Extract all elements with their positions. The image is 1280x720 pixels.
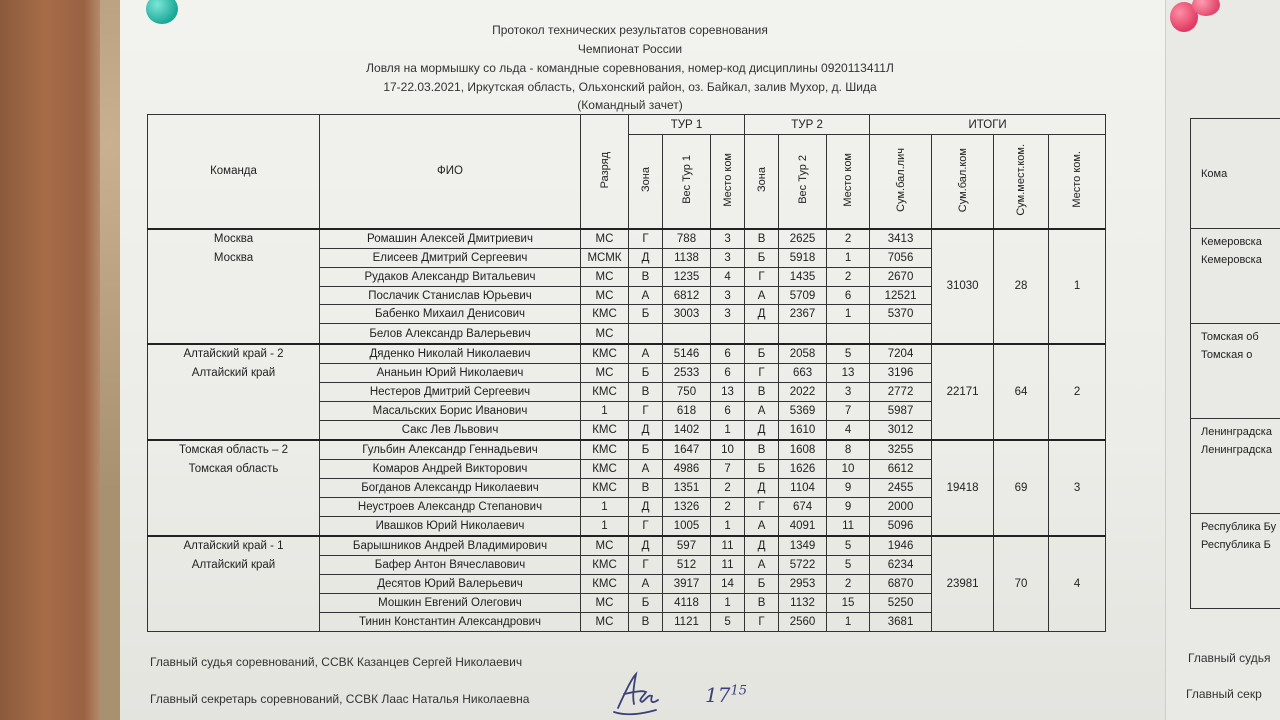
- zone1-cell: А: [629, 459, 663, 478]
- team-name-line: Алтайский край: [191, 366, 276, 379]
- place2-cell: 1: [827, 612, 870, 631]
- side-header: [1191, 119, 1280, 229]
- table-row: [148, 229, 1106, 249]
- name-cell: Бабенко Михаил Денисович: [320, 305, 581, 324]
- name-cell: Комаров Андрей Викторович: [320, 459, 581, 478]
- weight1-cell: 1326: [663, 497, 711, 516]
- rank-cell: КМС: [581, 440, 629, 460]
- zone2-cell: В: [745, 229, 779, 249]
- place2-cell: 10: [827, 459, 870, 478]
- place2-cell: 8: [827, 440, 870, 460]
- side-team-line: Томская о: [1201, 349, 1253, 361]
- header-line-5: (Командный зачет): [577, 98, 683, 112]
- rank-cell: КМС: [581, 575, 629, 594]
- weight2-cell: 2953: [779, 575, 827, 594]
- name-cell: Барышников Андрей Владимирович: [320, 536, 581, 556]
- sum-points-cell: 2455: [870, 478, 932, 497]
- name-cell: Нестеров Дмитрий Сергеевич: [320, 382, 581, 401]
- side-team-row: [1191, 324, 1280, 419]
- team-cell: [148, 440, 320, 536]
- weight2-cell: 2022: [779, 382, 827, 401]
- weight1-cell: [663, 324, 711, 344]
- weight2-cell: 1626: [779, 459, 827, 478]
- sum-points-cell: 5370: [870, 305, 932, 324]
- weight1-cell: 5146: [663, 344, 711, 364]
- weight1-cell: 750: [663, 382, 711, 401]
- rank-cell: КМС: [581, 420, 629, 440]
- team-name-line: Москва: [213, 251, 254, 264]
- zone2-cell: В: [745, 440, 779, 460]
- col-header-weight2: Вес Тур 2: [779, 135, 827, 229]
- results-table: [147, 114, 1106, 632]
- place1-cell: 6: [711, 363, 745, 382]
- place1-cell: 6: [711, 344, 745, 364]
- name-cell: Рудаков Александр Витальевич: [320, 267, 581, 286]
- rank-cell: МС: [581, 267, 629, 286]
- rank-cell: 1: [581, 497, 629, 516]
- col-header-team-place: Место ком.: [1049, 135, 1106, 229]
- zone1-cell: Б: [629, 363, 663, 382]
- place2-cell: 5: [827, 556, 870, 575]
- zone2-cell: А: [745, 516, 779, 536]
- zone1-cell: Д: [629, 420, 663, 440]
- place1-cell: 3: [711, 229, 745, 249]
- side-footer-judge: Главный судья: [1188, 651, 1271, 665]
- zone2-cell: Г: [745, 267, 779, 286]
- place2-cell: 7: [827, 401, 870, 420]
- name-cell: Елисеев Дмитрий Сергеевич: [320, 248, 581, 267]
- weight2-cell: 2625: [779, 229, 827, 249]
- weight2-cell: 5722: [779, 556, 827, 575]
- rank-cell: МС: [581, 593, 629, 612]
- name-cell: Гульбин Александр Геннадьевич: [320, 440, 581, 460]
- zone1-cell: [629, 324, 663, 344]
- zone2-cell: Д: [745, 536, 779, 556]
- place1-cell: 3: [711, 286, 745, 305]
- rank-cell: МС: [581, 612, 629, 631]
- table-row: [148, 536, 1106, 556]
- side-team-line: Кемеровска: [1201, 236, 1262, 248]
- rank-cell: КМС: [581, 382, 629, 401]
- zone2-cell: Б: [745, 248, 779, 267]
- rank-cell: МСМК: [581, 248, 629, 267]
- name-cell: Богданов Александр Николаевич: [320, 478, 581, 497]
- sum-places-cell: 69: [994, 440, 1049, 536]
- weight1-cell: 1138: [663, 248, 711, 267]
- name-cell: Послачик Станислав Юрьевич: [320, 286, 581, 305]
- header-line-4: 17-22.03.2021, Иркутская область, Ольхонский район, оз. Байкал, залив Мухор, д. Шида: [383, 80, 877, 94]
- place2-cell: 1: [827, 305, 870, 324]
- sum-points-cell: 2000: [870, 497, 932, 516]
- weight2-cell: 663: [779, 363, 827, 382]
- place2-cell: [827, 324, 870, 344]
- team-place-cell: 3: [1049, 440, 1106, 536]
- name-cell: Дяденко Николай Николаевич: [320, 344, 581, 364]
- place2-cell: 6: [827, 286, 870, 305]
- place2-cell: 4: [827, 420, 870, 440]
- weight2-cell: 1435: [779, 267, 827, 286]
- sum-places-cell: 28: [994, 229, 1049, 344]
- col-header-totals: ИТОГИ: [870, 115, 1106, 135]
- place1-cell: 11: [711, 556, 745, 575]
- zone2-cell: В: [745, 593, 779, 612]
- side-team-line: Республика Бу: [1201, 521, 1277, 533]
- side-team-line: Кемеровска: [1201, 254, 1262, 266]
- weight2-cell: 1349: [779, 536, 827, 556]
- sum-team-points-cell: 19418: [932, 440, 994, 536]
- col-header-weight1: Вес Тур 1: [663, 135, 711, 229]
- rank-cell: МС: [581, 229, 629, 249]
- place1-cell: 2: [711, 478, 745, 497]
- wooden-frame: [0, 0, 112, 720]
- zone1-cell: Г: [629, 401, 663, 420]
- zone1-cell: А: [629, 286, 663, 305]
- side-team-row: [1191, 419, 1280, 514]
- col-header-tour2: ТУР 2: [745, 115, 870, 135]
- zone1-cell: Б: [629, 593, 663, 612]
- weight1-cell: 1121: [663, 612, 711, 631]
- weight1-cell: 4118: [663, 593, 711, 612]
- place2-cell: 2: [827, 267, 870, 286]
- zone1-cell: Д: [629, 536, 663, 556]
- name-cell: Десятов Юрий Валерьевич: [320, 575, 581, 594]
- zone2-cell: Д: [745, 478, 779, 497]
- rank-cell: КМС: [581, 305, 629, 324]
- weight2-cell: 674: [779, 497, 827, 516]
- zone2-cell: Б: [745, 459, 779, 478]
- zone2-cell: А: [745, 556, 779, 575]
- place2-cell: 15: [827, 593, 870, 612]
- side-team-row: [1191, 229, 1280, 324]
- place1-cell: 13: [711, 382, 745, 401]
- place1-cell: 3: [711, 248, 745, 267]
- rank-cell: МС: [581, 286, 629, 305]
- table-row: [148, 344, 1106, 364]
- col-header-tour1: ТУР 1: [629, 115, 745, 135]
- weight2-cell: 5709: [779, 286, 827, 305]
- weight2-cell: 1608: [779, 440, 827, 460]
- team-place-cell: 2: [1049, 344, 1106, 440]
- place2-cell: 5: [827, 344, 870, 364]
- zone2-cell: Б: [745, 344, 779, 364]
- side-team-row: [1191, 514, 1280, 609]
- name-cell: Ивашков Юрий Николаевич: [320, 516, 581, 536]
- col-header-rank: Разряд: [581, 115, 629, 229]
- col-header-zone2: Зона: [745, 135, 779, 229]
- zone2-cell: Г: [745, 363, 779, 382]
- side-team-line: Ленинградска: [1201, 426, 1272, 438]
- zone1-cell: В: [629, 382, 663, 401]
- zone1-cell: Б: [629, 305, 663, 324]
- place1-cell: 14: [711, 575, 745, 594]
- zone1-cell: В: [629, 267, 663, 286]
- weight2-cell: 4091: [779, 516, 827, 536]
- place2-cell: 13: [827, 363, 870, 382]
- zone2-cell: Г: [745, 497, 779, 516]
- col-header-team: Команда: [148, 115, 320, 229]
- zone1-cell: А: [629, 344, 663, 364]
- zone1-cell: Г: [629, 556, 663, 575]
- rank-cell: 1: [581, 516, 629, 536]
- zone1-cell: Г: [629, 229, 663, 249]
- side-footer-secretary: Главный секр: [1186, 687, 1262, 701]
- sum-points-cell: 5987: [870, 401, 932, 420]
- place1-cell: 4: [711, 267, 745, 286]
- zone2-cell: Д: [745, 420, 779, 440]
- sum-points-cell: 3012: [870, 420, 932, 440]
- sum-points-cell: [870, 324, 932, 344]
- team-place-cell: 1: [1049, 229, 1106, 344]
- weight1-cell: 597: [663, 536, 711, 556]
- sum-points-cell: 12521: [870, 286, 932, 305]
- side-header-label: Кома: [1201, 167, 1228, 180]
- weight2-cell: 5918: [779, 248, 827, 267]
- col-header-name: ФИО: [320, 115, 581, 229]
- sum-points-cell: 3255: [870, 440, 932, 460]
- rank-cell: МС: [581, 324, 629, 344]
- date-main: 17: [705, 683, 731, 707]
- name-cell: Тинин Константин Александрович: [320, 612, 581, 631]
- zone1-cell: В: [629, 478, 663, 497]
- weight1-cell: 1005: [663, 516, 711, 536]
- place1-cell: 6: [711, 401, 745, 420]
- weight2-cell: 1610: [779, 420, 827, 440]
- zone1-cell: Г: [629, 516, 663, 536]
- zone1-cell: Д: [629, 497, 663, 516]
- weight1-cell: 1235: [663, 267, 711, 286]
- team-name-line: Алтайский край - 2: [183, 347, 284, 360]
- sum-team-points-cell: 31030: [932, 229, 994, 344]
- team-name-line: Томская область – 2: [178, 443, 289, 456]
- sum-points-cell: 3681: [870, 612, 932, 631]
- rank-cell: КМС: [581, 556, 629, 575]
- weight1-cell: 1647: [663, 440, 711, 460]
- name-cell: Белов Александр Валерьевич: [320, 324, 581, 344]
- place1-cell: 10: [711, 440, 745, 460]
- rank-cell: 1: [581, 401, 629, 420]
- weight1-cell: 1402: [663, 420, 711, 440]
- name-cell: Ромашин Алексей Дмитриевич: [320, 229, 581, 249]
- weight1-cell: 3003: [663, 305, 711, 324]
- team-name-line: Алтайский край - 1: [183, 539, 284, 552]
- sum-points-cell: 5096: [870, 516, 932, 536]
- col-header-place2: Место ком: [827, 135, 870, 229]
- zone2-cell: [745, 324, 779, 344]
- zone1-cell: А: [629, 575, 663, 594]
- name-cell: Ананьин Юрий Николаевич: [320, 363, 581, 382]
- rank-cell: МС: [581, 536, 629, 556]
- team-name-line: Томская область: [188, 462, 279, 475]
- weight1-cell: 788: [663, 229, 711, 249]
- rank-cell: КМС: [581, 478, 629, 497]
- name-cell: Масальских Борис Иванович: [320, 401, 581, 420]
- col-header-place1: Место ком: [711, 135, 745, 229]
- rank-cell: КМС: [581, 459, 629, 478]
- sum-points-cell: 2670: [870, 267, 932, 286]
- sum-points-cell: 7056: [870, 248, 932, 267]
- date-sup: 15: [730, 683, 747, 699]
- name-cell: Неустроев Александр Степанович: [320, 497, 581, 516]
- header-line-3: Ловля на мормышку со льда - командные соревнования, номер-код дисциплины 0920113411Л: [366, 61, 894, 75]
- place1-cell: 11: [711, 536, 745, 556]
- weight1-cell: 4986: [663, 459, 711, 478]
- sum-points-cell: 6870: [870, 575, 932, 594]
- col-header-zone1: Зона: [629, 135, 663, 229]
- place2-cell: 2: [827, 229, 870, 249]
- sum-places-cell: 70: [994, 536, 1049, 632]
- weight2-cell: 2367: [779, 305, 827, 324]
- col-header-sum-points: Сум.бал.лич: [870, 135, 932, 229]
- zone2-cell: А: [745, 286, 779, 305]
- weight2-cell: 1104: [779, 478, 827, 497]
- col-header-sum-places: Сум.мест.ком.: [994, 135, 1049, 229]
- place1-cell: 3: [711, 305, 745, 324]
- rank-cell: МС: [581, 363, 629, 382]
- team-place-cell: 4: [1049, 536, 1106, 632]
- side-team-line: Республика Б: [1201, 539, 1271, 551]
- zone2-cell: Г: [745, 612, 779, 631]
- weight1-cell: 618: [663, 401, 711, 420]
- place1-cell: 1: [711, 420, 745, 440]
- rank-cell: КМС: [581, 344, 629, 364]
- sum-points-cell: 1946: [870, 536, 932, 556]
- zone2-cell: В: [745, 382, 779, 401]
- weight2-cell: 2560: [779, 612, 827, 631]
- place1-cell: 2: [711, 497, 745, 516]
- place1-cell: [711, 324, 745, 344]
- sum-points-cell: 6612: [870, 459, 932, 478]
- place2-cell: 11: [827, 516, 870, 536]
- team-cell: [148, 229, 320, 344]
- place1-cell: 7: [711, 459, 745, 478]
- zone1-cell: Д: [629, 248, 663, 267]
- sum-points-cell: 3413: [870, 229, 932, 249]
- side-team-line: Томская об: [1201, 331, 1259, 343]
- sum-points-cell: 7204: [870, 344, 932, 364]
- sum-points-cell: 3196: [870, 363, 932, 382]
- side-team-line: Ленинградска: [1201, 444, 1272, 456]
- sum-points-cell: 6234: [870, 556, 932, 575]
- name-cell: Мошкин Евгений Олегович: [320, 593, 581, 612]
- weight1-cell: 1351: [663, 478, 711, 497]
- sum-team-points-cell: 22171: [932, 344, 994, 440]
- team-cell: [148, 536, 320, 632]
- zone1-cell: Б: [629, 440, 663, 460]
- place2-cell: 9: [827, 478, 870, 497]
- zone2-cell: Д: [745, 305, 779, 324]
- team-name-line: Алтайский край: [191, 558, 276, 571]
- weight2-cell: [779, 324, 827, 344]
- place2-cell: 9: [827, 497, 870, 516]
- sum-places-cell: 64: [994, 344, 1049, 440]
- weight1-cell: 512: [663, 556, 711, 575]
- place1-cell: 1: [711, 593, 745, 612]
- weight1-cell: 3917: [663, 575, 711, 594]
- place2-cell: 1: [827, 248, 870, 267]
- place1-cell: 5: [711, 612, 745, 631]
- weight1-cell: 2533: [663, 363, 711, 382]
- place2-cell: 5: [827, 536, 870, 556]
- zone2-cell: Б: [745, 575, 779, 594]
- sum-team-points-cell: 23981: [932, 536, 994, 632]
- table-row: [148, 440, 1106, 460]
- sum-points-cell: 5250: [870, 593, 932, 612]
- zone2-cell: А: [745, 401, 779, 420]
- chief-secretary-line: Главный секретарь соревнований, ССВК Лаас Наталья Николаевна: [150, 692, 530, 706]
- chief-judge-line: Главный судья соревнований, ССВК Казанцев Сергей Николаевич: [150, 655, 523, 669]
- zone1-cell: В: [629, 612, 663, 631]
- header-line-2: Чемпионат России: [577, 42, 683, 56]
- weight2-cell: 1132: [779, 593, 827, 612]
- name-cell: Бафер Антон Вячеславович: [320, 556, 581, 575]
- handwritten-date: [705, 683, 747, 707]
- side-table: [1190, 118, 1280, 609]
- weight2-cell: 2058: [779, 344, 827, 364]
- sum-points-cell: 2772: [870, 382, 932, 401]
- name-cell: Сакс Лев Львович: [320, 420, 581, 440]
- signature-icon: [612, 670, 662, 718]
- weight2-cell: 5369: [779, 401, 827, 420]
- header-line-1: Протокол технических результатов соревнования: [492, 23, 768, 37]
- team-name-line: Москва: [213, 232, 254, 245]
- col-header-sum-team-points: Сум.бал.ком: [932, 135, 994, 229]
- team-cell: [148, 344, 320, 440]
- place1-cell: 1: [711, 516, 745, 536]
- place2-cell: 2: [827, 575, 870, 594]
- place2-cell: 3: [827, 382, 870, 401]
- weight1-cell: 6812: [663, 286, 711, 305]
